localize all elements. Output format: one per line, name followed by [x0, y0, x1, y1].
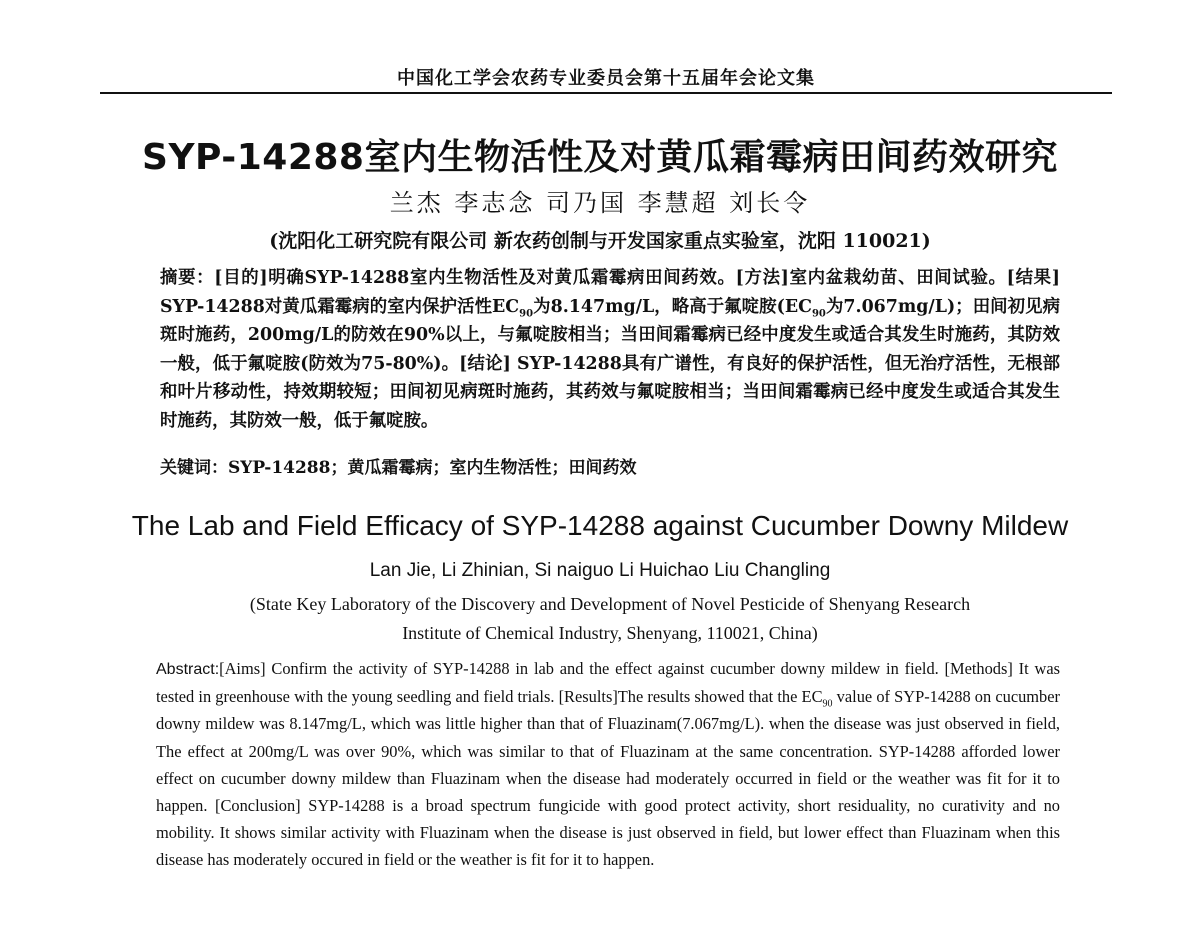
- chinese-abstract-text-3: 为7.067mg/L)；田间初见病斑时施药，200mg/L的防效在90%以上，与氟啶胺相当；当田间霜霉病已经中度发生或适合其发生时施药，其防效一般，低于氟啶胺(防效为75-80%)。[结论] SYP-14288具有广谱性，有良好的保护活性，但无治疗活性，无根部和叶片移动性，持效期较短；田间初见病斑时施药，其药效与氟啶胺相当；当田间霜霉病已经中度发生或适合其发生时施药，其防效一般，低于氟啶胺。: [160, 296, 1060, 431]
- chinese-keywords: [160, 455, 1060, 481]
- english-affiliation-line-2: Institute of Chemical Industry, Shenyang, 110021, China): [402, 623, 818, 643]
- chinese-abstract-text-2: 为8.147mg/L，略高于氟啶胺(EC: [533, 296, 812, 317]
- ec90-subscript: 90: [811, 307, 826, 319]
- ec90-subscript: 90: [822, 698, 833, 710]
- english-abstract-text-1: [Aims] Confirm the activity of SYP-14288 in lab and the effect against cucumber downy mildew in field. [Methods] It was tested in greenhouse with the young seedling and field trials. [Results]The results showed that the EC: [156, 659, 1060, 707]
- header-rule: [100, 92, 1112, 94]
- english-affiliation-line-1: (State Key Laboratory of the Discovery and Development of Novel Pesticide of Shenyang Research: [249, 594, 971, 614]
- chinese-title: SYP-14288室内生物活性及对黄瓜霜霉病田间药效研究: [142, 137, 1058, 178]
- english-authors: Lan Jie, Li Zhinian, Si naiguo Li Huichao Liu Changling: [369, 560, 831, 581]
- chinese-abstract: [160, 264, 1060, 435]
- running-header: 中国化工学会农药专业委员会第十五届年会论文集: [397, 68, 815, 89]
- english-title: The Lab and Field Efficacy of SYP-14288 against Cucumber Downy Mildew: [131, 510, 1069, 541]
- english-abstract-label: Abstract:: [156, 661, 220, 678]
- chinese-keywords-text: SYP-14288；黄瓜霜霉病；室内生物活性；田间药效: [228, 458, 637, 478]
- chinese-abstract-label: 摘要：: [160, 268, 215, 288]
- ec90-subscript: 90: [519, 307, 534, 319]
- chinese-affiliation: (沈阳化工研究院有限公司 新农药创制与开发国家重点实验室，沈阳 110021): [269, 230, 931, 252]
- chinese-abstract-text-1: [目的]明确SYP-14288室内生物活性及对黄瓜霜霉病田间药效。[方法]室内盆栽幼苗、田间试验。[结果] SYP-14288对黄瓜霜霉病的室内保护活性EC: [160, 268, 1060, 317]
- chinese-authors: 兰杰 李志念 司乃国 李慧超 刘长令: [389, 189, 811, 217]
- chinese-keywords-label: 关键词：: [160, 458, 228, 478]
- english-abstract: [156, 655, 1060, 874]
- english-abstract-text-2: value of SYP-14288 on cucumber downy mildew was 8.147mg/L, which was little higher than that of Fluazinam(7.067mg/L). when the disease was just observed in field, The effect at 200mg/L was over 90%, which was similar to that of Fluazinam at the same concentration. SYP-14288 afforded lower effect on cucumber downy mildew than Fluazinam when the disease had moderately occurred in field or the weather was fit for it to happen. [Conclusion] SYP-14288 is a broad spectrum fungicide with good protect activity, short residuality, no curativity and no mobility. It shows similar activity with Fluazinam when the disease is just observed in field, but lower effect than Fluazinam when this disease has moderately occured in field or the weather is fit for it to happen.: [156, 687, 1060, 870]
- english-affiliation: [160, 590, 1060, 648]
